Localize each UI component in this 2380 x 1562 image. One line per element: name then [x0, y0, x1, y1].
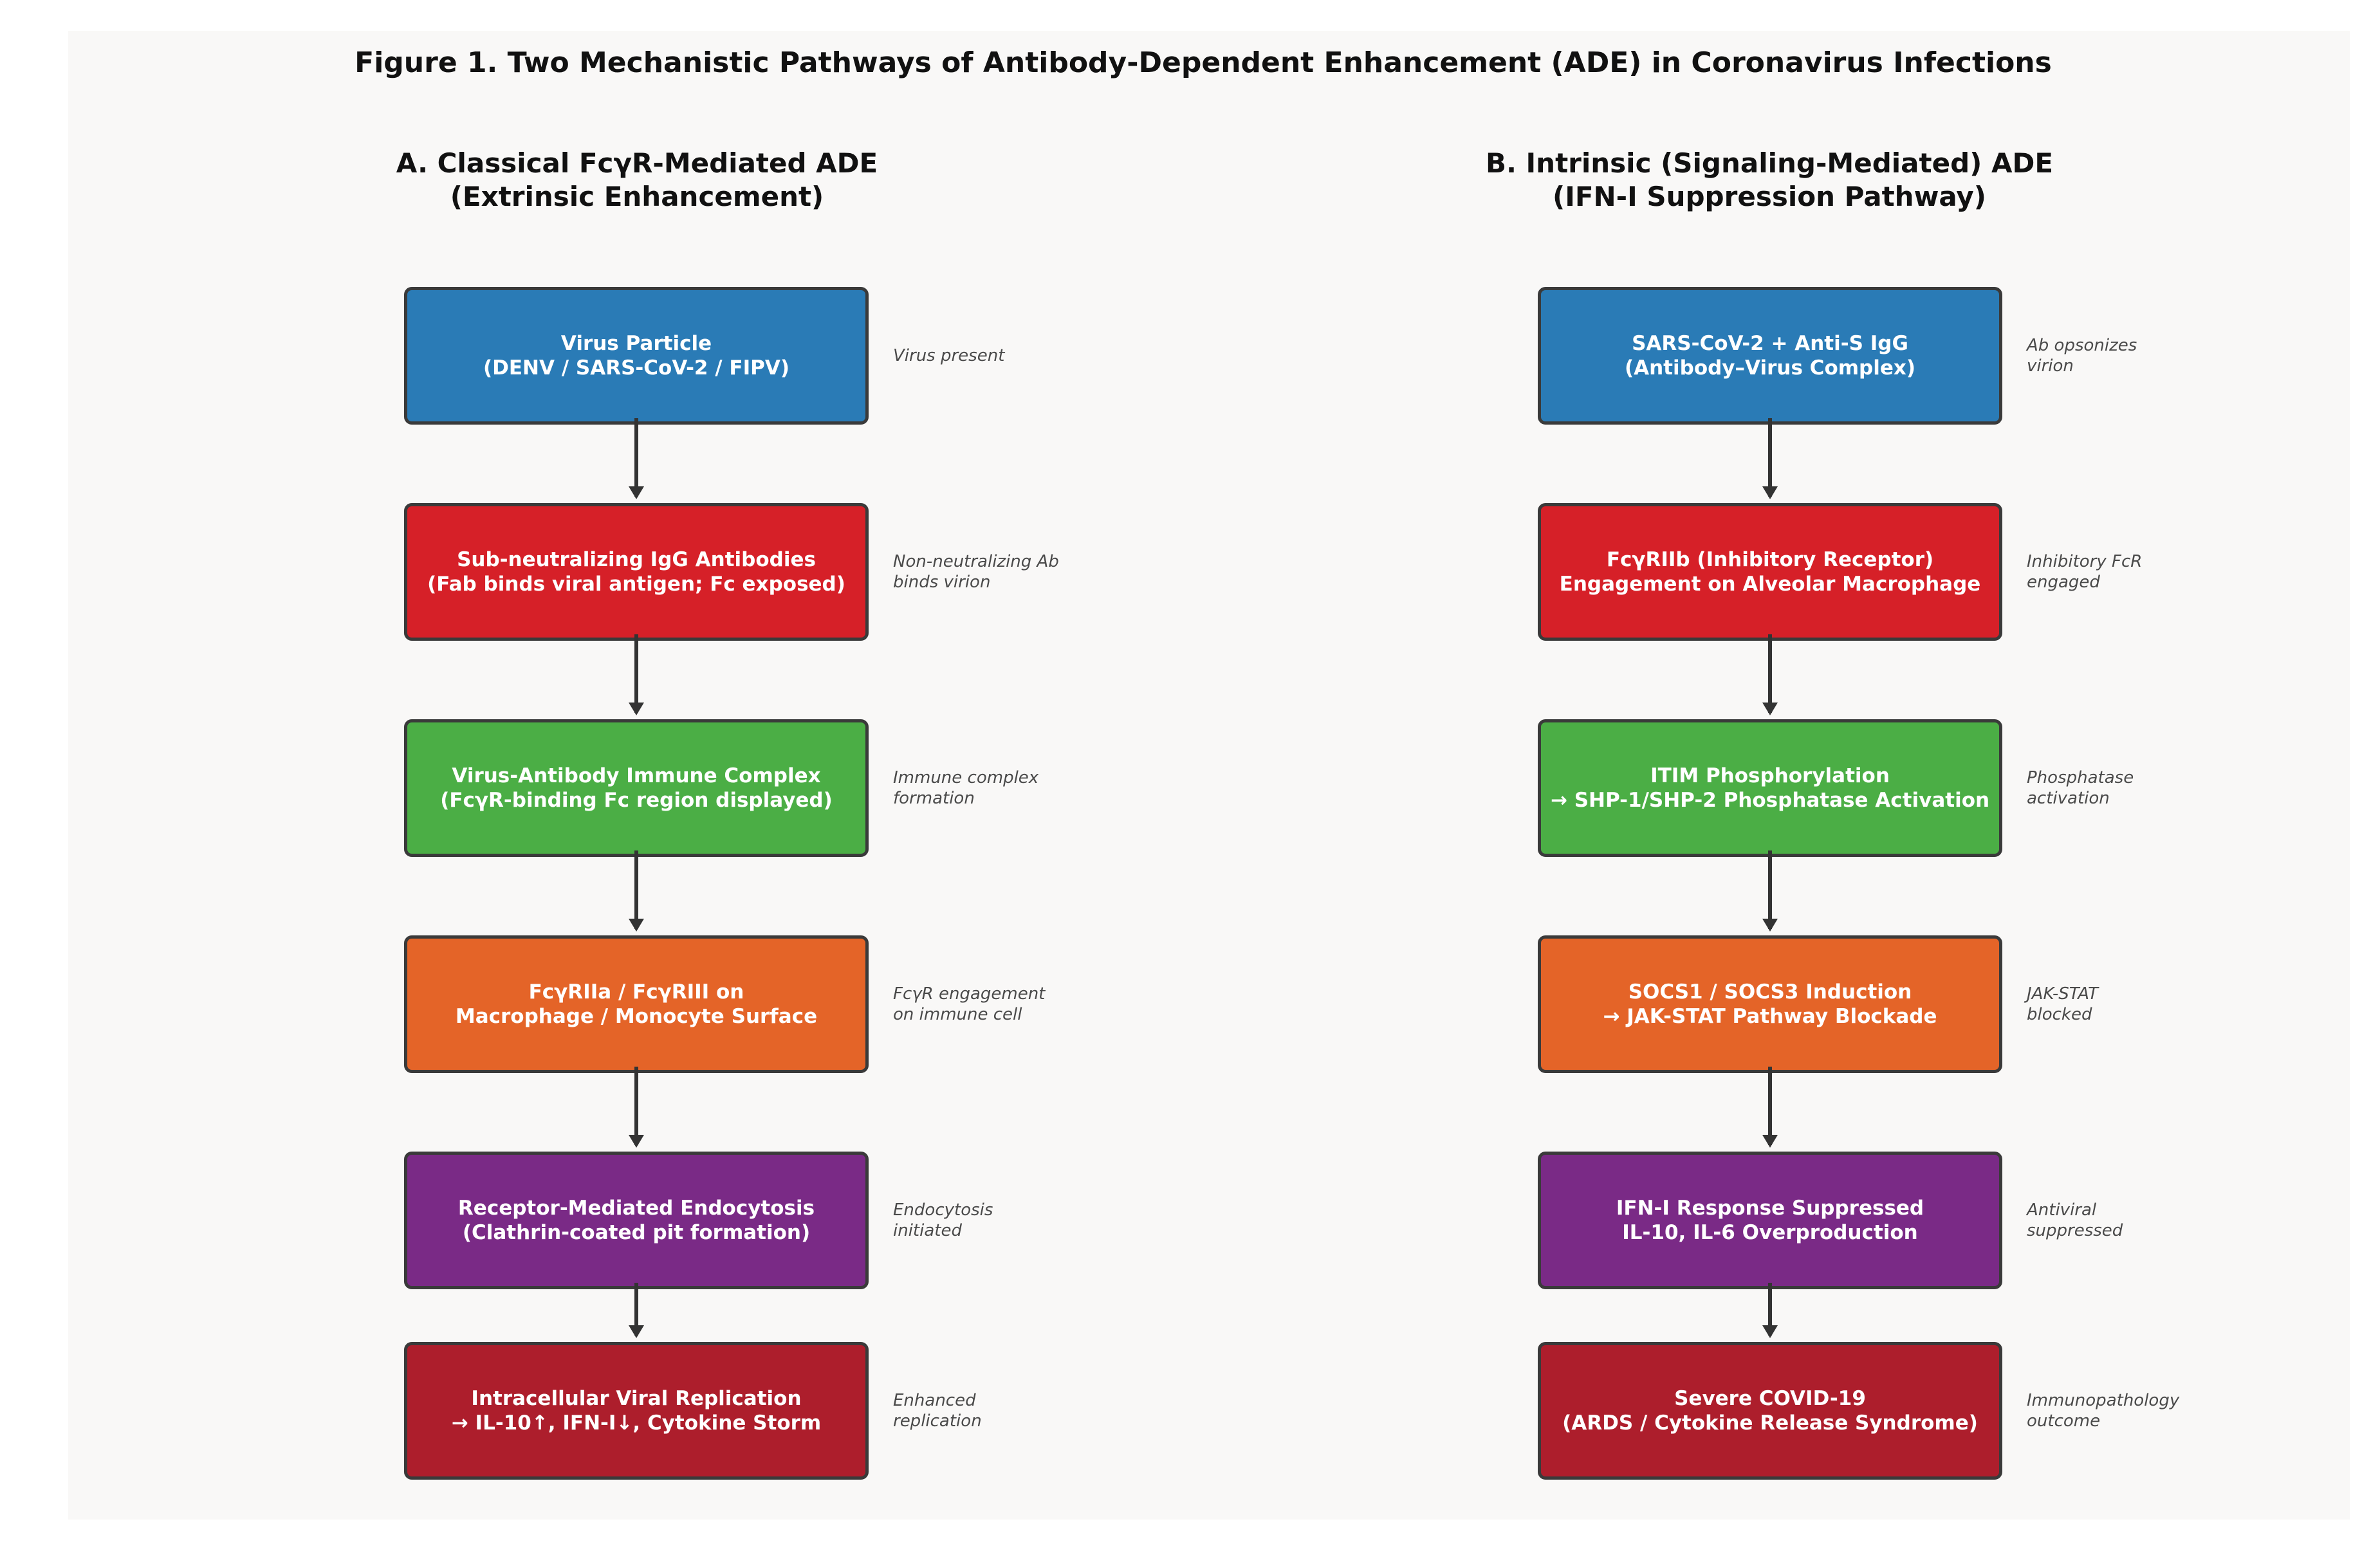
panel-a-step-6-note: [893, 1390, 1099, 1431]
panel-b-step-1-line-2: (Antibody–Virus Complex): [1624, 356, 1916, 380]
panel-a-step-1-note: [893, 345, 1099, 366]
panel-b-step-6-line-2: (ARDS / Cytokine Release Syndrome): [1562, 1411, 1978, 1435]
panel-b-step-5-line-2: IL-10, IL-6 Overproduction: [1622, 1221, 1918, 1244]
panel-a-arrow-1: [634, 418, 638, 497]
panel-a-step-3-note-line-2: formation: [893, 789, 975, 808]
panel-a-step-6-note-line-2: replication: [893, 1411, 982, 1431]
panel-a-step-4-line-2: Macrophage / Monocyte Surface: [455, 1005, 818, 1028]
panel-a-step-1-line-1: Virus Particle: [560, 332, 712, 355]
panel-b-step-3-note: [2027, 767, 2233, 809]
panel-a-heading-line-1: A. Classical FcγR-Mediated ADE: [396, 147, 878, 179]
panel-b-step-6-note: [2027, 1390, 2233, 1431]
panel-b-step-4-line-1: SOCS1 / SOCS3 Induction: [1628, 980, 1912, 1004]
panel-b-step-3-line-1: ITIM Phosphorylation: [1650, 764, 1890, 787]
panel-a-step-6-line-1: Intracellular Viral Replication: [471, 1387, 802, 1410]
panel-a-step-2-line-2: (Fab binds viral antigen; Fc exposed): [427, 573, 845, 596]
panel-a-step-5-line-1: Receptor-Mediated Endocytosis: [457, 1197, 815, 1220]
panel-b-step-2-note-line-1: Inhibitory FcR: [2027, 552, 2143, 571]
panel-b-step-3-box: [1538, 719, 2002, 857]
panel-a-step-2-box: [404, 503, 869, 641]
panel-a-step-3-box: [404, 719, 869, 857]
panel-b-step-3-note-line-2: activation: [2027, 789, 2110, 808]
panel-a-step-2-note-line-1: Non-neutralizing Ab: [893, 552, 1059, 571]
panel-a-step-4-note-line-1: FcγR engagement: [893, 984, 1046, 1004]
panel-a-step-5-line-2: (Clathrin-coated pit formation): [462, 1221, 811, 1244]
panel-a-step-2-note-line-2: binds virion: [893, 573, 991, 592]
panel-a-step-2-line-1: Sub-neutralizing IgG Antibodies: [457, 548, 816, 571]
panel-b-heading-line-2: (IFN-I Suppression Pathway): [1553, 181, 1986, 212]
panel-a-step-1-line-2: (DENV / SARS-CoV-2 / FIPV): [483, 356, 790, 380]
panel-b-step-5-box: [1538, 1152, 2002, 1289]
panel-a-step-4-note-line-2: on immune cell: [893, 1005, 1022, 1024]
panel-b-step-6-note-line-1: Immunopathology: [2027, 1391, 2180, 1410]
panel-b-step-4-note-line-1: JAK-STAT: [2027, 984, 2099, 1004]
panel-a-step-2-note: [893, 551, 1099, 593]
panel-b-heading: [1416, 147, 2123, 214]
panel-b-step-2-line-2: Engagement on Alveolar Macrophage: [1559, 573, 1981, 596]
panel-b-step-5-line-1: IFN-I Response Suppressed: [1616, 1197, 1924, 1220]
panel-b-step-5-note: [2027, 1200, 2233, 1241]
panel-a-step-3-line-2: (FcγR-binding Fc region displayed): [440, 789, 833, 812]
panel-a-step-5-box: [404, 1152, 869, 1289]
panel-a-arrow-3: [634, 850, 638, 929]
panel-b-step-1-box: [1538, 287, 2002, 425]
panel-b-step-1-note: [2027, 335, 2233, 376]
panel-b-step-4-note: [2027, 984, 2233, 1025]
panel-a-step-5-note-line-1: Endocytosis: [893, 1200, 993, 1220]
panel-a-step-4-line-1: FcγRIIa / FcγRIII on: [528, 980, 744, 1004]
panel-b-arrow-2: [1768, 634, 1772, 713]
panel-b-arrow-1: [1768, 418, 1772, 497]
panel-a-arrow-2: [634, 634, 638, 713]
panel-b-step-5-note-line-1: Antiviral: [2027, 1200, 2097, 1220]
panel-b-arrow-3: [1768, 850, 1772, 929]
panel-b-step-4-box: [1538, 935, 2002, 1073]
panel-a-step-3-note-line-1: Immune complex: [893, 768, 1039, 787]
panel-b-step-6-box: [1538, 1342, 2002, 1480]
panel-b-step-4-line-2: → JAK-STAT Pathway Blockade: [1603, 1005, 1937, 1028]
panel-a-step-6-line-2: → IL-10↑, IFN-I↓, Cytokine Storm: [451, 1411, 822, 1435]
panel-a-step-5-note: [893, 1200, 1099, 1241]
panel-a-heading: [283, 147, 991, 214]
panel-b-step-5-note-line-2: suppressed: [2027, 1221, 2123, 1240]
panel-b-step-1-note-line-1: Ab opsonizes: [2027, 336, 2137, 355]
panel-a-step-3-note: [893, 767, 1099, 809]
panel-b-step-2-note-line-2: engaged: [2027, 573, 2100, 592]
panel-a-step-4-box: [404, 935, 869, 1073]
panel-b-step-4-note-line-2: blocked: [2027, 1005, 2092, 1024]
panel-b-step-6-line-1: Severe COVID-19: [1674, 1387, 1866, 1410]
panel-b-step-2-box: [1538, 503, 2002, 641]
panel-a-arrow-5: [634, 1283, 638, 1336]
panel-a-step-4-note: [893, 984, 1099, 1025]
panel-a-heading-line-2: (Extrinsic Enhancement): [450, 181, 824, 212]
panel-b-step-2-note: [2027, 551, 2233, 593]
panel-a-step-6-box: [404, 1342, 869, 1480]
panel-b-step-6-note-line-2: outcome: [2027, 1411, 2101, 1431]
figure-title: Figure 1. Two Mechanistic Pathways of Antibody-Dependent Enhancement (ADE) in Coronavirus Infections: [355, 46, 2052, 79]
panel-b-step-1-note-line-2: virion: [2027, 356, 2074, 376]
panel-b-heading-line-1: B. Intrinsic (Signaling-Mediated) ADE: [1485, 147, 2054, 179]
panel-b-step-1-line-1: SARS-CoV-2 + Anti-S IgG: [1632, 332, 1908, 355]
panel-a-step-1-box: [404, 287, 869, 425]
panel-b-step-3-note-line-1: Phosphatase: [2027, 768, 2134, 787]
panel-a-arrow-4: [634, 1067, 638, 1145]
panel-a-step-5-note-line-2: initiated: [893, 1221, 962, 1240]
panel-b-arrow-5: [1768, 1283, 1772, 1336]
panel-a-step-1-note-line-1: Virus present: [893, 346, 1005, 365]
panel-a-step-3-line-1: Virus-Antibody Immune Complex: [452, 764, 821, 787]
panel-a-step-6-note-line-1: Enhanced: [893, 1391, 976, 1410]
panel-b-step-3-line-2: → SHP-1/SHP-2 Phosphatase Activation: [1550, 789, 1990, 812]
panel-b-step-2-line-1: FcγRIIb (Inhibitory Receptor): [1606, 548, 1934, 571]
panel-b-arrow-4: [1768, 1067, 1772, 1145]
